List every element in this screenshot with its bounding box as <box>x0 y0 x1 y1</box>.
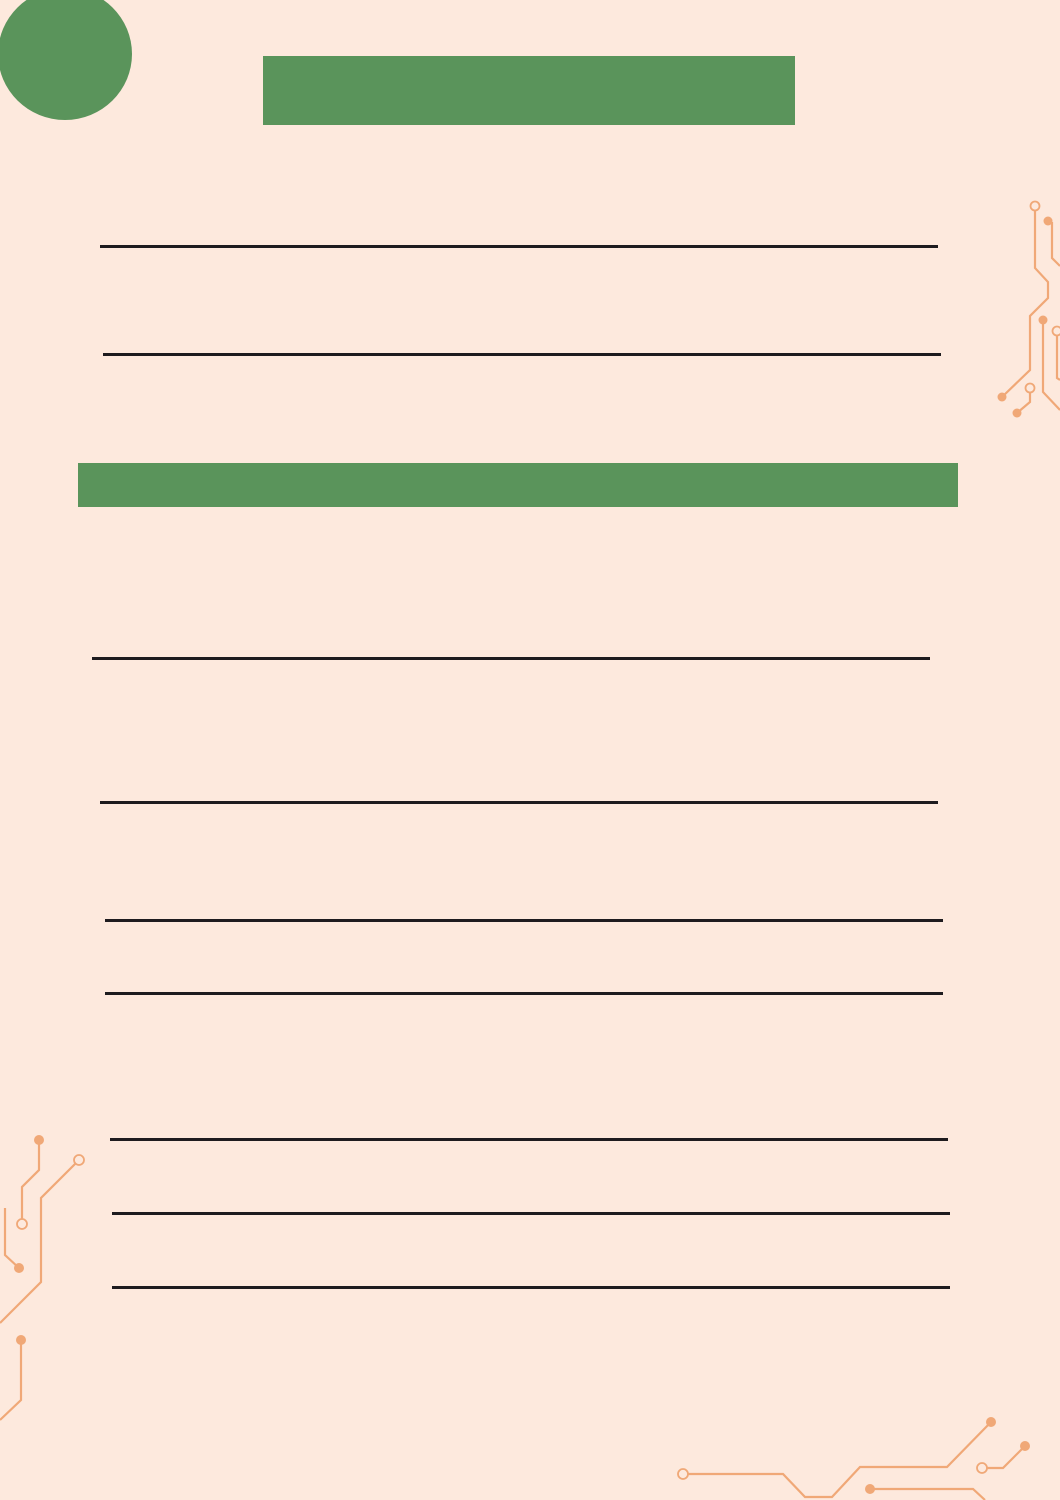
divider <box>100 245 938 248</box>
section-banner <box>78 463 958 507</box>
divider <box>110 1138 948 1141</box>
divider <box>100 801 938 804</box>
divider <box>112 1286 950 1289</box>
date-badge <box>0 0 132 120</box>
divider <box>105 992 943 995</box>
divider <box>112 1212 950 1215</box>
title-banner <box>263 56 795 125</box>
divider <box>103 353 941 356</box>
divider <box>105 919 943 922</box>
divider <box>92 657 930 660</box>
